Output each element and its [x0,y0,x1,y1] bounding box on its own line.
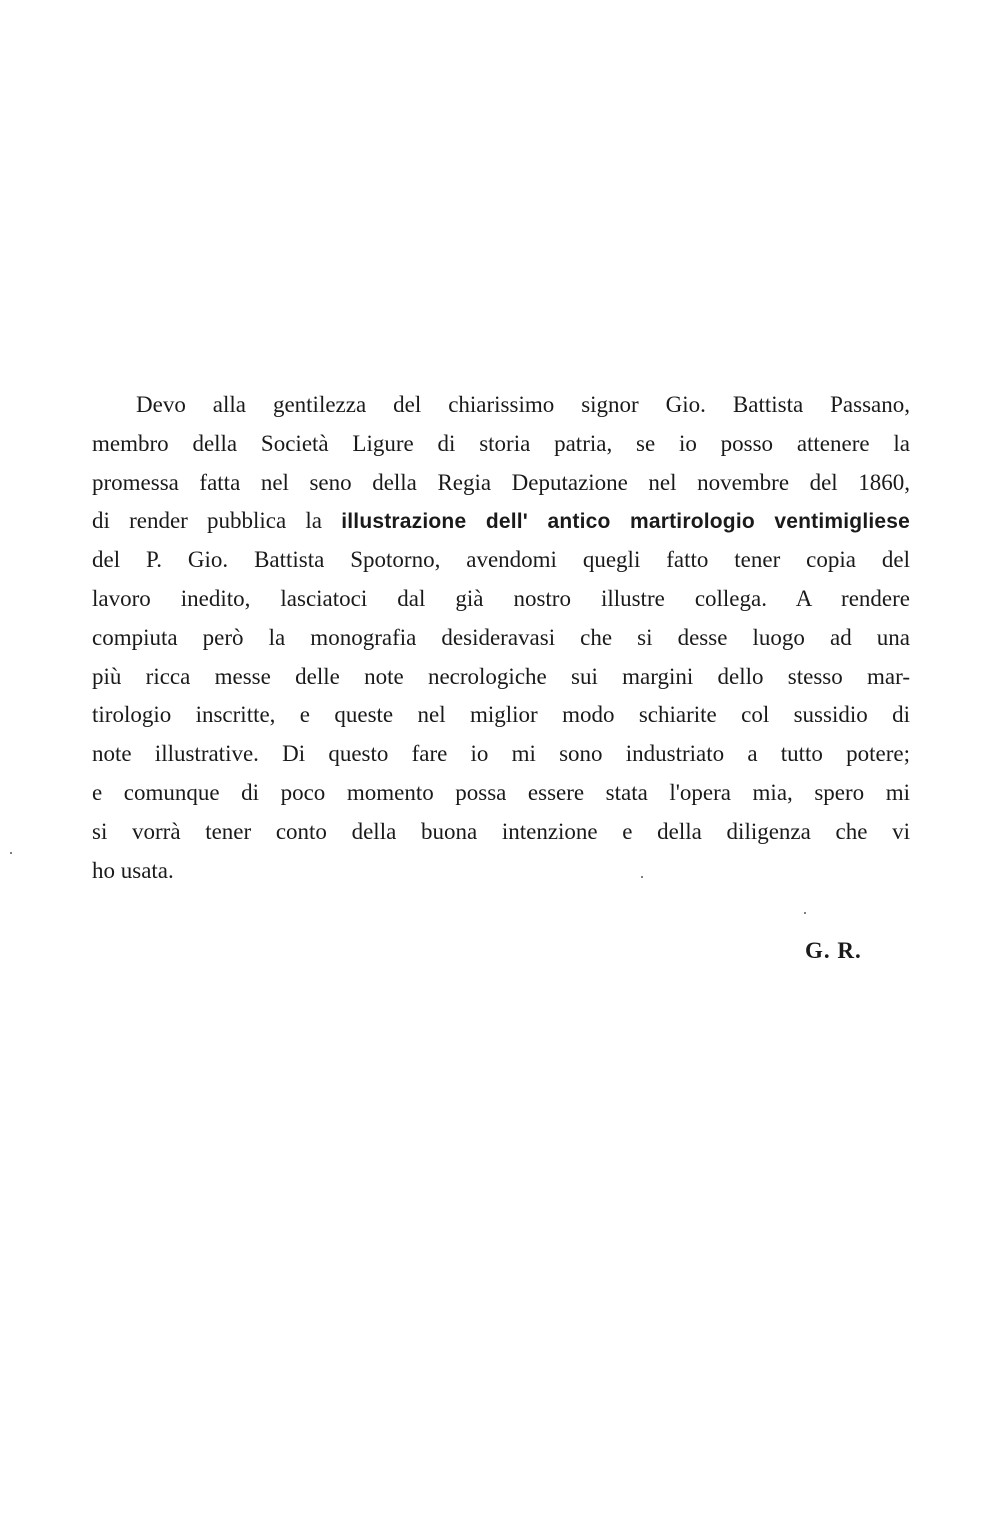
preface-paragraph [92,386,910,890]
scan-speck [641,876,643,878]
scan-speck [10,852,12,854]
work-title-emphasis: illustrazione dell' antico martirologio ventimigliese [341,510,911,534]
text-line: compiuta però la monografia desideravasi che si desse luogo ad una [92,624,910,650]
text-line: più ricca messe delle note necrologiche sui margini dello stesso mar- [92,663,910,689]
text-line: e comunque di poco momento possa essere stata l'opera mia, spero mi [92,779,910,805]
text-line: del P. Gio. Battista Spotorno, avendomi quegli fatto tener copia del [92,547,910,573]
text-line-with-title [92,502,910,541]
scan-speck [804,912,806,914]
text-line: tirologio inscritte, e queste nel miglior modo schiarite col sussidio di [92,702,910,728]
text-line: lavoro inedito, lasciatoci dal già nostro illustre collega. A rendere [92,585,910,611]
signature-initials: G. R. [805,938,862,963]
text-line: Devo alla gentilezza del chiarissimo signor Gio. Battista Passano, [136,392,910,417]
text-line: promessa fatta nel seno della Regia Deputazione nel novembre del 1860, [92,469,910,495]
text-line: si vorrà tener conto della buona intenzione e della diligenza che vi [92,818,910,844]
text-line: membro della Società Ligure di storia patria, se io posso attenere la [92,430,910,456]
text-line-final: ho usata. [92,857,174,883]
text-line: note illustrative. Di questo fare io mi sono industriato a tutto potere; [92,741,910,767]
text-line-lead: di render pubblica la [92,508,323,534]
